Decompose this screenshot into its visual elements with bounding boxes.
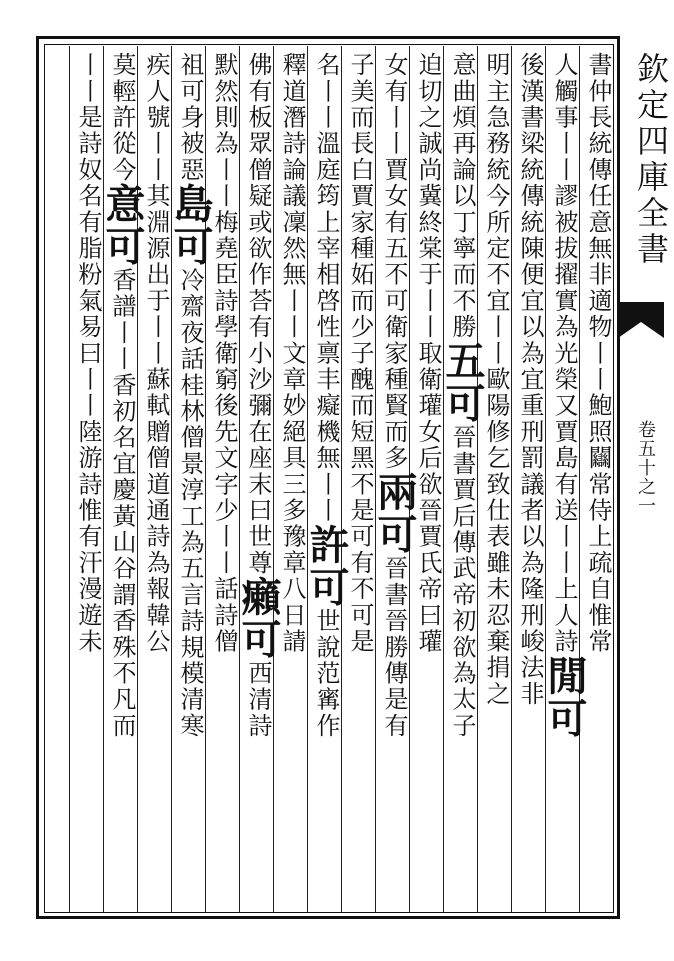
column-text: 女有丨丨賈女有五不可衛家種賢而多 [380,52,408,472]
column-text-after: 豫章八日請 [278,523,306,655]
text-column [439,52,486,912]
column-rule [69,46,70,912]
column-text-after: 名有脂粉氣易曰丨丨陸游詩惟有汗漫遊未 [74,183,102,655]
column-text: 迫切之誠尚冀終棠于丨丨 [414,52,442,341]
headword: 許可 [303,523,350,609]
column-text-after: 晉書晉勝傳是有 [380,555,408,740]
column-text-after: 話詩僧 [210,576,238,655]
fishtail-ornament-icon [616,300,666,340]
column-text-after: 香譜丨丨香初名宜慶黃山谷謂香殊不凡而 [108,267,136,740]
column-text: 意曲煩再論以丁寧而不勝 [448,52,476,341]
text-column [141,52,171,912]
column-rule [137,46,138,912]
headword: 癩可 [235,576,282,661]
column-text-after: 西清詩 [244,660,272,740]
headword: 閒可 [541,654,588,740]
text-column [481,52,511,912]
headword: 意可 [99,183,146,268]
text-column [541,52,588,912]
column-text: 後漢書梁統傳統陳便宜以為宜重刑罰議者以為隆刑峻法非 [516,52,544,707]
column-text: 人觸事丨丨謬被拔擢實為光榮又賈島有送丨丨上人詩 [550,52,578,655]
book-title: 欽定四庫全書 [632,52,670,268]
text-column [235,52,282,912]
column-text: 名丨丨溫庭筠上宰相啓性禀丰癡機無丨丨 [312,52,340,524]
column-text: 佛有板眾僧疑或欲作荅有小沙彌在座末曰世尊 [244,52,272,576]
column-text: 疾人號丨丨 [142,52,170,183]
text-column [583,52,613,912]
text-column [209,52,239,912]
text-column [515,52,545,912]
headword: 島可 [167,183,214,268]
headword: 五可 [439,340,486,425]
column-text-after: 不是可有不可是 [346,471,374,655]
column-text: 祖可身被惡 [176,52,204,183]
column-rule [545,46,546,912]
text-column [99,52,146,912]
column-text: 明主急務統今所定不宜丨丨歐陽修乞致仕表雖未忍棄捐之 [482,52,510,707]
column-text: 默然則為丨丨梅堯臣詩學衛窮後先文字少丨丨 [210,52,238,576]
column-rule [239,46,240,912]
column-text: 書仲長統傳任意無非適物丨丨鮑照𨷻常侍上疏自惟常 [584,52,612,655]
column-text-after: 取衛瓘女后欲晉賈氏帝曰瓘 [414,340,442,655]
text-column [371,52,418,912]
column-text-after: 其淵源出于丨丨蘇軾贈僧道通詩為報韓公 [142,183,170,655]
column-text: 丨丨是詩奴 [74,52,102,183]
column-rule [579,46,580,912]
column-rule [171,46,172,912]
column-rule [511,46,512,912]
column-text: 釋道潛詩論議凜然無丨丨文章妙絕具三多 [278,52,306,524]
column-rule [443,46,444,912]
text-column [277,52,307,912]
column-rule [103,46,104,912]
column-rule [477,46,478,912]
column-text: 子美而長白賈家種妬而少子醜而短黑 [346,52,374,472]
column-text-after: 冷齋夜話桂林僧景淳工為五言詩規模清寒 [176,267,204,740]
text-column [73,52,103,912]
column-rule [341,46,342,912]
column-rule [205,46,206,912]
volume-label: 卷五十之一 [635,420,656,515]
text-column [303,52,350,912]
column-rule [307,46,308,912]
column-text-after: 晉書賈后傳武帝初欲為太子 [448,424,476,740]
headword: 兩可 [371,471,418,556]
text-column [345,52,375,912]
column-text: 莫輕許從今 [108,52,136,183]
column-text-after: 世說范寗作 [312,608,340,740]
column-rule [273,46,274,912]
text-column [167,52,214,912]
